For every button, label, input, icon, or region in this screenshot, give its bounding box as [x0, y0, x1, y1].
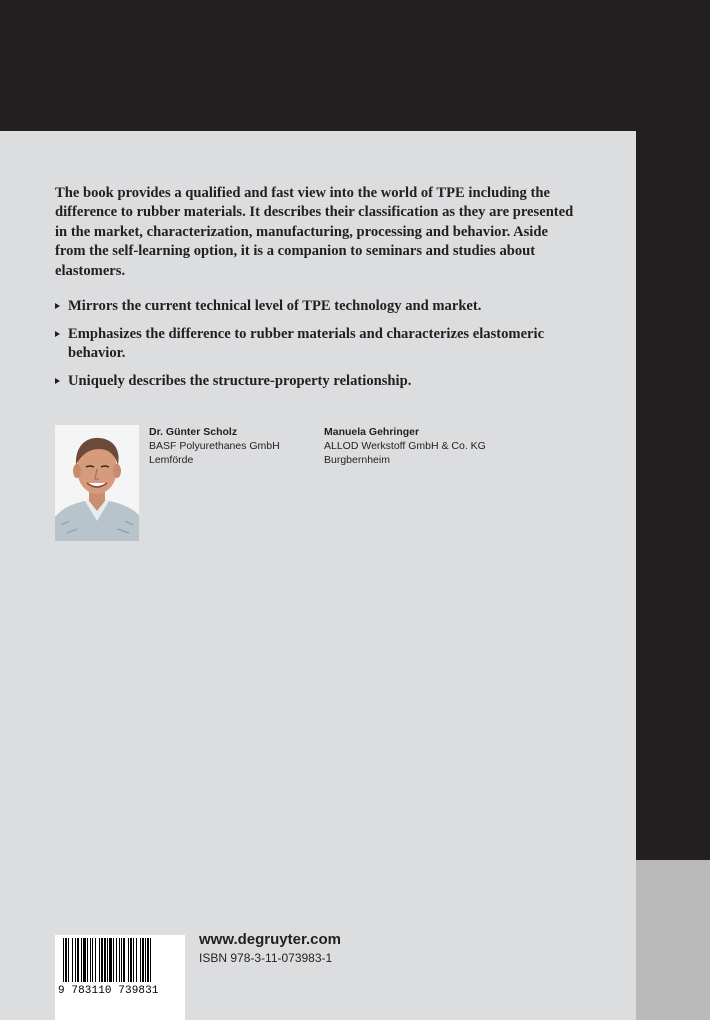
author-city: Burgbernheim	[324, 454, 390, 466]
feature-list	[55, 297, 580, 400]
back-cover-panel	[0, 131, 636, 1020]
author-company: ALLOD Werkstoff GmbH & Co. KG	[324, 440, 486, 452]
author-name: Dr. Günter Scholz	[149, 426, 238, 438]
triangle-bullet-icon	[55, 378, 60, 384]
triangle-bullet-icon	[55, 303, 60, 309]
author-city: Lemförde	[149, 454, 194, 466]
author-name: Manuela Gehringer	[324, 426, 420, 438]
author-block-2	[324, 425, 486, 467]
isbn-number: ISBN 978-3-11-073983-1	[199, 951, 333, 965]
feature-text: Uniquely describes the structure-property relationship.	[68, 373, 412, 389]
isbn-barcode	[55, 935, 185, 1020]
author-block-1	[149, 425, 280, 467]
feature-item	[55, 325, 580, 363]
intro-paragraph: The book provides a qualified and fast view into the world of TPE including the difference to rubber materials. It describes their classification as they are presented in the market, characterization, manufacturing, processing and behavior. Aside from the self-learning option, it is a companion to seminars and studies about elastomers.	[55, 185, 574, 279]
barcode-icon	[55, 935, 185, 985]
author-company: BASF Polyurethanes GmbH	[149, 440, 280, 452]
triangle-bullet-icon	[55, 331, 60, 337]
feature-item	[55, 372, 580, 391]
feature-item	[55, 297, 580, 316]
barcode-digits: 9 783110 739831	[58, 985, 159, 997]
author-photo	[55, 425, 139, 541]
feature-text: Emphasizes the difference to rubber materials and characterizes elastomeric behavior.	[68, 326, 545, 361]
feature-text: Mirrors the current technical level of TPE technology and market.	[68, 298, 482, 314]
author-portrait-icon	[55, 425, 139, 541]
publisher-website-link[interactable]: www.degruyter.com	[199, 931, 341, 948]
